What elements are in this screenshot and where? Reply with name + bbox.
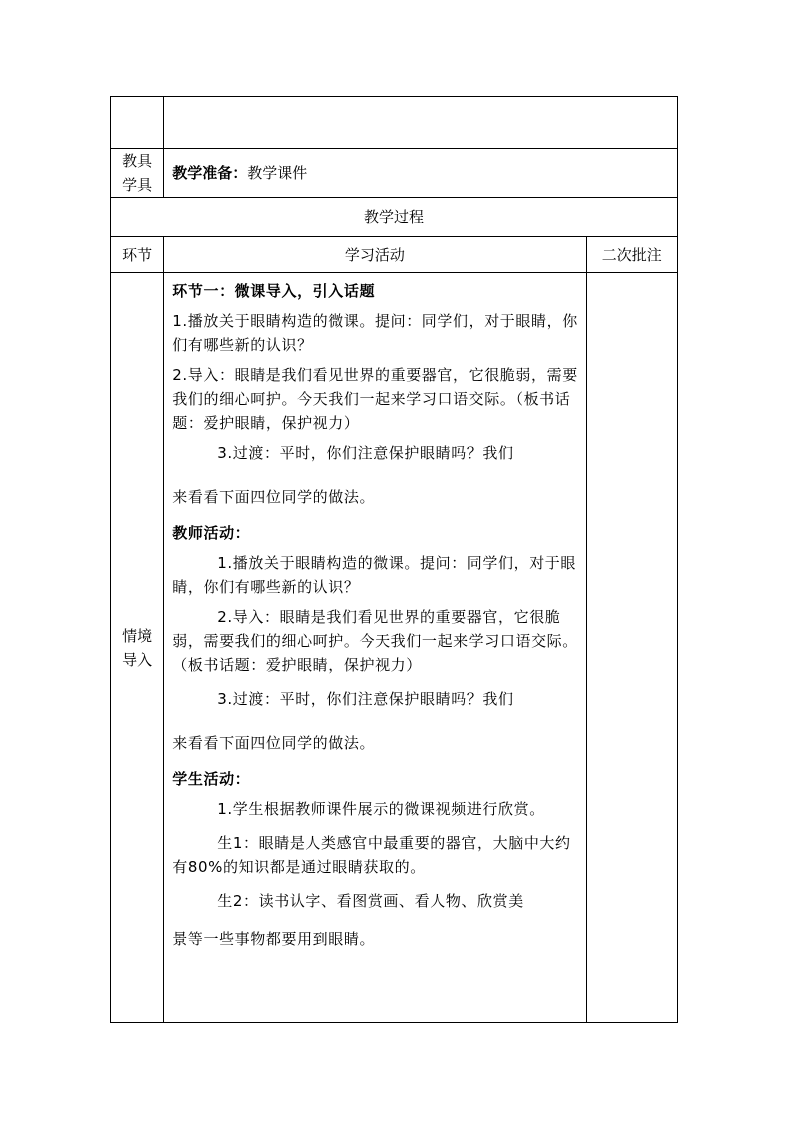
tools-label-cell	[111, 149, 164, 198]
prep-content-cell	[164, 149, 678, 198]
stage-label-cell	[111, 273, 164, 1023]
section1-item3a: 3.过渡：平时，你们注意保护眼睛吗？我们	[217, 444, 514, 462]
stage-row	[111, 273, 678, 1023]
section1-item2: 2.导入：眼睛是我们看见世界的重要器官，它很脆弱，需要我们的细心呵护。今天我们一起来学习口语交际。（板书话题：爱护眼睛，保护视力）	[172, 366, 578, 432]
stage-label-line2: 导入	[122, 650, 153, 669]
teacher-item1: 1.播放关于眼睛构造的微课。提问：同学们，对于眼睛，你们有哪些新的认识？	[172, 554, 576, 596]
header-row	[111, 237, 678, 273]
student-item3b: 景等一些事物都要用到眼睛。	[172, 930, 376, 948]
activity-content-cell	[164, 273, 586, 1023]
student-activity-title: 学生活动：	[172, 770, 251, 788]
lesson-plan-table	[110, 96, 678, 1023]
teacher-item3b: 来看看下面四位同学的做法。	[172, 734, 376, 752]
teacher-activity-title: 教师活动：	[172, 524, 251, 542]
teacher-item2: 2.导入：眼睛是我们看见世界的重要器官，它很脆弱，需要我们的细心呵护。今天我们一起来学习口语交际。（板书话题：爱护眼睛，保护视力）	[172, 608, 578, 674]
student-item3a: 生2：读书认字、看图赏画、看人物、欣赏美	[217, 892, 524, 910]
tools-label-line2: 学具	[122, 176, 153, 194]
blank-cell-right	[164, 97, 678, 149]
blank-cell-left	[111, 97, 164, 149]
prep-label: 教学准备：	[172, 164, 248, 182]
stage-label-line1: 情境	[122, 626, 153, 645]
process-title-row	[111, 198, 678, 237]
section1-title: 环节一：微课导入，引入话题	[172, 282, 376, 300]
prep-value: 教学课件	[247, 164, 308, 182]
header-stage: 环节	[111, 237, 164, 273]
blank-row	[111, 97, 678, 149]
notes-cell	[586, 273, 678, 1023]
student-item1: 1.学生根据教师课件展示的微课视频进行欣赏。	[217, 800, 545, 818]
process-title: 教学过程	[111, 198, 678, 237]
header-activity: 学习活动	[164, 237, 586, 273]
student-item2: 生1：眼睛是人类感官中最重要的器官，大脑中大约有80%的知识都是通过眼睛获取的。	[172, 834, 571, 876]
header-notes: 二次批注	[586, 237, 678, 273]
teacher-item3a: 3.过渡：平时，你们注意保护眼睛吗？我们	[217, 690, 514, 708]
prep-row	[111, 149, 678, 198]
section1-item1: 1.播放关于眼睛构造的微课。提问：同学们，对于眼睛，你们有哪些新的认识？	[172, 312, 578, 354]
section1-item3b: 来看看下面四位同学的做法。	[172, 488, 376, 506]
tools-label-line1: 教具	[122, 152, 153, 170]
